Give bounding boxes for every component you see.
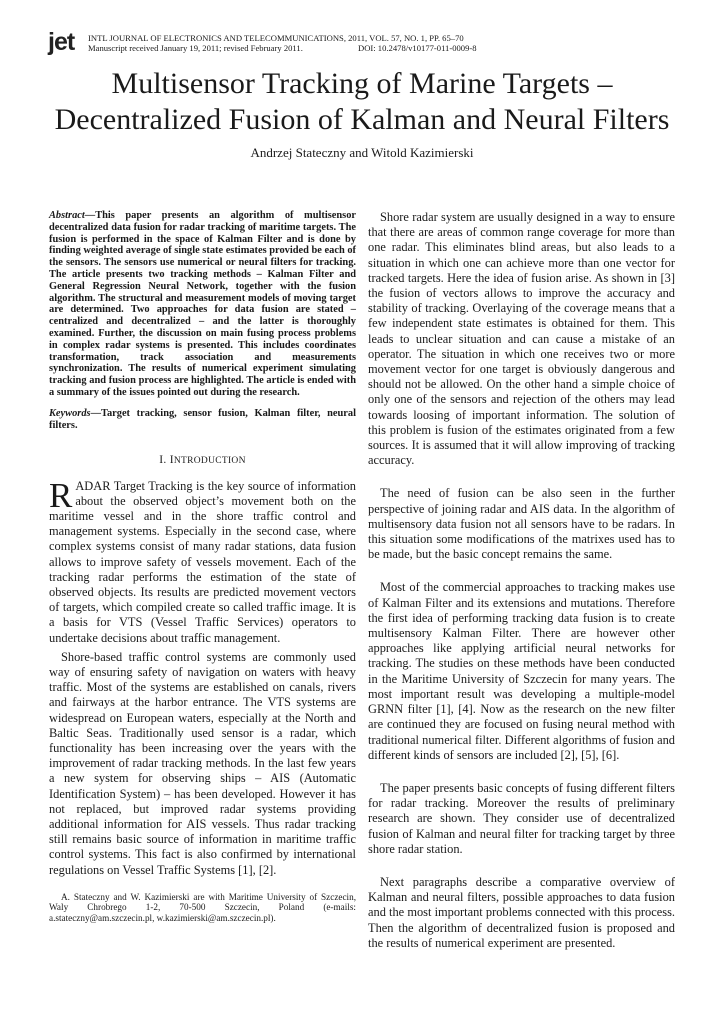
title-line-2: Decentralized Fusion of Kalman and Neural Filters	[54, 103, 670, 136]
body-paragraph: The need of fusion can be also seen in the further perspective of joining radar and AIS data. In the algorithm of multisensory data fusion not all sensors have to be radars. In this situation some modifications of the matrixes used has to be made, but the basic concept remains the same.	[368, 486, 675, 562]
keywords	[49, 408, 356, 432]
journal-citation: INTL JOURNAL OF ELECTRONICS AND TELECOMMUNICATIONS, 2011, VOL. 57, NO. 1, PP. 65–70	[88, 33, 464, 43]
drop-cap: R	[49, 475, 73, 515]
section-heading-introduction	[49, 453, 356, 469]
abstract-label: Abstract	[49, 210, 85, 221]
paper-title	[20, 66, 704, 138]
body-paragraph: Most of the commercial approaches to tracking makes use of Kalman Filter and its extensions and mutations. Therefore the first idea of performing tracking data fusion is to create multisensory Kalman Filter. There are however other approaches like applying artificial neural networks for tracking. The studies on these methods have been conducted in the Maritime University of Szczecin for many years. The most important result was developing a multiple-model GRNN filter [1], [4]. Now as the research on the new filter are continued they are focused on fusing neural method with traditional numerical filter. Different algorithms of fusion and different kinds of sensors are included [2], [5], [6].	[368, 580, 675, 762]
authors: Andrzej Stateczny and Witold Kazimierski	[250, 145, 474, 160]
body-paragraph: Next paragraphs describe a comparative overview of Kalman and neural filters, possible approaches to data fusion and the most important problems connected with this process. Then the algorithm of decentralized fusion is proposed and the results of numerical experiment are presented.	[368, 874, 675, 950]
intro-paragraph-1-text: ADAR Target Tracking is the key source of information about the observed object’s movement both on the maritime vessel and in the shore traffic control and management systems. Especially in the second case, where complex systems consist of many radar stations, data fusion allows to improve safety of vessels movement. Each of the tracking radar performs the estimation of the state of observed objects. Its results are predicted movement vectors of targets, which compiled create so called traffic image. It is a basis for VTS (Vessel Traffic Services) operators to undertake decisions about traffic management.	[49, 478, 356, 645]
left-column	[49, 210, 356, 923]
journal-header	[48, 28, 488, 59]
abstract	[49, 210, 356, 399]
title-line-1: Multisensor Tracking of Marine Targets –	[111, 67, 613, 100]
right-column	[368, 210, 675, 969]
section-numeral: I. I	[159, 454, 174, 467]
keywords-text: —Target tracking, sensor fusion, Kalman filter, neural filters.	[49, 407, 356, 431]
manuscript-dates: Manuscript received January 19, 2011; revised February 2011.	[88, 43, 303, 53]
keywords-label: Keywords	[49, 407, 91, 419]
body-paragraph: The paper presents basic concepts of fusing different filters for radar tracking. Moreover the results of preliminary research are shown. They consider use of decentralized fusion of Kalman and neural filter for tracking target by three shore radar station.	[368, 780, 675, 856]
body-paragraph: Shore radar system are usually designed in a way to ensure that there are areas of common range coverage for more than one radar. This eliminates blind areas, but also leads to a situation in which one can achieve more than one vector for tracked targets. Here the idea of fusion arise. As shown in [3] the fusion of vectors allows to improve the accuracy and stability of tracking. Overlaying of the coverage means that a few independent state estimates is obtained for them. This leads to unclear situation and can cause a mistake of an operator. The situation in which one receives two or more movement vector for one target is obviously dangerous and should not be allowed. On the other hand a simple choice of only one of the sensors and rejection of the others may lead towards loosing of important information. The solution of this problem is fusion of the estimates originated from a few sources. It is assumed that it will allow improving of tracking accuracy.	[368, 210, 675, 468]
manuscript-info	[88, 43, 477, 53]
abstract-text: —This paper presents an algorithm of multisensor decentralized data fusion for radar tracking of maritime targets. The fusion is performed in the space of Kalman Filter and is done by finding weighted average of single state estimates provided be each of the sensors. The sensors use numerical or neural filters for tracking. The article presents two tracking methods – Kalman Filter and General Regression Neural Network, together with the fusion algorithm. The structural and measurement models of moving target are determined. Two approaches for data fusion are stated – centralized and decentralized – and the latter is thoroughly examined. Further, the discussion on main fusing process problems in complex radar systems is presented. This includes coordinates transformation, track association and measurements synchronization. The results of numerical experiment simulating tracking and fusion process are highlighted. The article is ended with a summary of the issues pointed out during the research.	[49, 210, 356, 398]
doi: DOI: 10.2478/v10177-011-0009-8	[358, 43, 477, 53]
journal-logo: jet	[48, 28, 75, 56]
author-footnote: A. Stateczny and W. Kazimierski are with Maritime University of Szczecin, Waly Chrobrego 1-2, 70-500 Szczecin, Poland (e-mails: a.stateczny@am.szczecin.pl, w.kazimierski@am.szczecin.pl).	[49, 891, 356, 923]
section-title-rest: NTRODUCTION	[173, 456, 246, 467]
intro-paragraph-1	[49, 475, 356, 646]
intro-paragraph-2: Shore-based traffic control systems are commonly used way of ensuring safety of navigation on waters with heavy traffic. Most of the systems are established on canals, rivers and fairways at the harbor entrance. The VTS systems are widespread on European waters, especially at the North and Baltic Seas. Traditionally used sensor is a radar, which functionality has been increasing over the years with the improvement of radar tracking methods. In the last few years a new system for observing ships – AIS (Automatic Identification System) – has been developed. However it has not replaced, but improved radar systems providing additional information for AIS vessels. Thus radar tracking still remains basic source of information in maritime traffic control systems. This fact is also confirmed by international regulations on Vessel Traffic Systems [1], [2].	[49, 649, 356, 877]
